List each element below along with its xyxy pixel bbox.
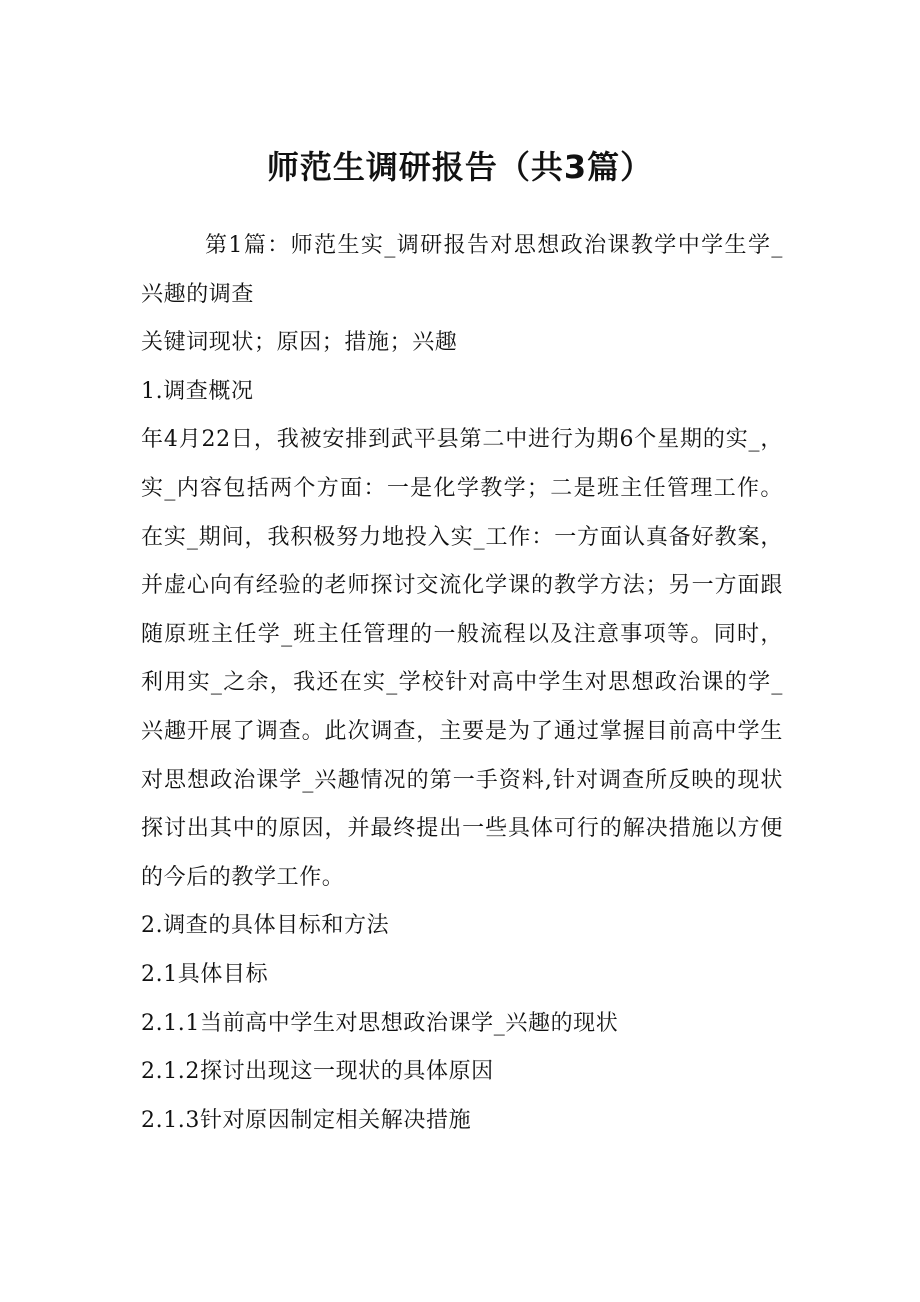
- keywords-line: 关键词现状；原因；措施；兴趣: [141, 330, 458, 356]
- document-title: 师范生调研报告（共3篇）: [266, 148, 654, 186]
- list-item-2-1-3: 2.1.3针对原因制定相关解决措施: [141, 1107, 472, 1133]
- section-heading-2: 2.调查的具体目标和方法: [141, 913, 390, 939]
- chapter-heading: 第1篇：师范生实_调研报告对思想政治课教学中学生学_兴趣的调查: [141, 233, 783, 307]
- section-heading-1: 1.调查概况: [141, 378, 254, 404]
- list-item-2-1-2: 2.1.2探讨出现这一现状的具体原因: [141, 1059, 494, 1085]
- list-item-2-1-1: 2.1.1当前高中学生对思想政治课学_兴趣的现状: [141, 1010, 619, 1036]
- document-body: [141, 222, 783, 1145]
- survey-overview-paragraph: 年4月22日，我被安排到武平县第二中进行为期6个星期的实_，实_内容包括两个方面：一是化学教学；二是班主任管理工作。在实_期间，我积极努力地投入实_工作：一方面认真备好教案，并虚心向有经验的老师探讨交流化学课的教学方法；另一方面跟随原班主任学_班主任管理的一般流程以及注意事项等。同时，利用实_之余，我还在实_学校针对高中学生对思想政治课的学_兴趣开展了调查。此次调查，主要是为了通过掌握目前高中学生对思想政治课学_兴趣情况的第一手资料,针对调查所反映的现状探讨出其中的原因，并最终提出一些具体可行的解决措施以方便的今后的教学工作。: [141, 427, 783, 890]
- subsection-heading-2-1: 2.1具体目标: [141, 961, 269, 987]
